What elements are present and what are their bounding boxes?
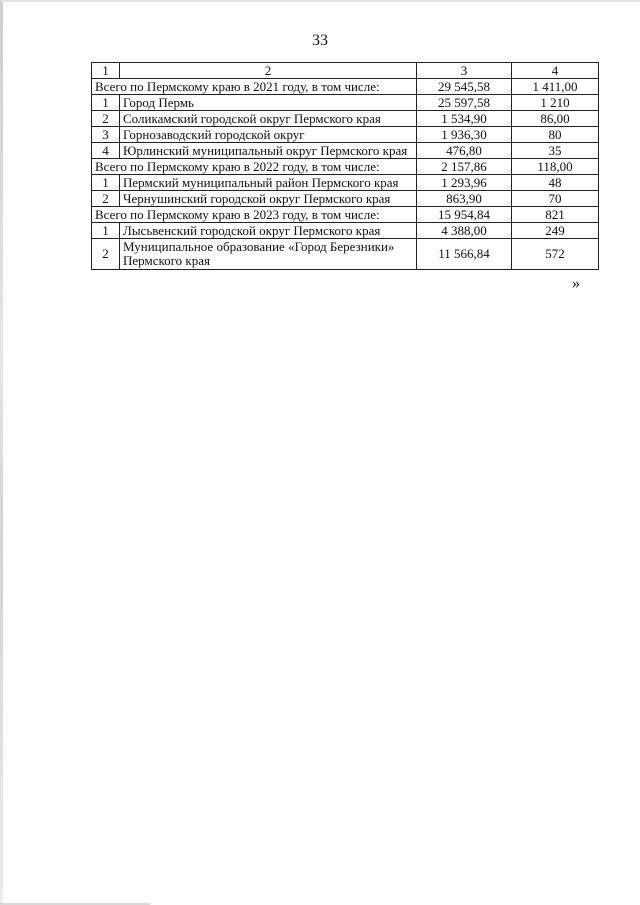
- row-value-4: 48: [512, 175, 599, 191]
- row-name: Чернушинский городской округ Пермского края: [120, 191, 417, 207]
- row-value-4: 80: [512, 127, 599, 143]
- row-value-3: 29 545,58: [417, 79, 512, 95]
- row-value-3: 15 954,84: [417, 207, 512, 223]
- row-value-3: 2 157,86: [417, 159, 512, 175]
- row-value-3: 476,80: [417, 143, 512, 159]
- table-row: [92, 175, 599, 191]
- row-value-3: 11 566,84: [417, 239, 512, 270]
- row-number: 2: [92, 239, 120, 270]
- row-value-4: 572: [512, 239, 599, 270]
- row-name: Муниципальное образование «Город Березники» Пермского края: [120, 239, 417, 270]
- table-row: [92, 111, 599, 127]
- row-number: 3: [92, 127, 120, 143]
- row-number: 1: [92, 175, 120, 191]
- total-label: Всего по Пермскому краю в 2021 году, в том числе:: [92, 79, 417, 95]
- row-name: Пермский муниципальный район Пермского края: [120, 175, 417, 191]
- header-col-1: 1: [92, 63, 120, 79]
- row-number: 2: [92, 111, 120, 127]
- table-row-total-2023: [92, 207, 599, 223]
- row-value-4: 1 411,00: [512, 79, 599, 95]
- row-value-4: 86,00: [512, 111, 599, 127]
- row-name: Лысьвенский городской округ Пермского края: [120, 223, 417, 239]
- header-col-3: 3: [417, 63, 512, 79]
- row-name: Юрлинский муниципальный округ Пермского края: [120, 143, 417, 159]
- row-value-4: 821: [512, 207, 599, 223]
- scan-edge-top: [0, 0, 640, 2]
- table-row-total-2022: [92, 159, 599, 175]
- row-name: Соликамский городской округ Пермского края: [120, 111, 417, 127]
- table-header-row: [92, 63, 599, 79]
- row-value-4: 118,00: [512, 159, 599, 175]
- row-number: 1: [92, 223, 120, 239]
- row-value-3: 25 597,58: [417, 95, 512, 111]
- row-value-3: 1 936,30: [417, 127, 512, 143]
- row-name: Город Пермь: [120, 95, 417, 111]
- row-value-4: 249: [512, 223, 599, 239]
- table-row: [92, 191, 599, 207]
- row-value-4: 35: [512, 143, 599, 159]
- table-row: [92, 239, 599, 270]
- scan-edge-left: [0, 0, 3, 905]
- total-label: Всего по Пермскому краю в 2023 году, в том числе:: [92, 207, 417, 223]
- report-table: [91, 62, 599, 270]
- row-value-3: 1 293,96: [417, 175, 512, 191]
- table-row: [92, 127, 599, 143]
- row-value-3: 863,90: [417, 191, 512, 207]
- table-row: [92, 95, 599, 111]
- row-value-3: 1 534,90: [417, 111, 512, 127]
- row-value-3: 4 388,00: [417, 223, 512, 239]
- total-label: Всего по Пермскому краю в 2022 году, в том числе:: [92, 159, 417, 175]
- page-number: 33: [312, 32, 328, 49]
- table-row-total-2021: [92, 79, 599, 95]
- row-number: 2: [92, 191, 120, 207]
- closing-quote-mark: »: [572, 275, 580, 292]
- table-row: [92, 223, 599, 239]
- row-value-4: 1 210: [512, 95, 599, 111]
- row-number: 1: [92, 95, 120, 111]
- header-col-2: 2: [120, 63, 417, 79]
- row-name: Горнозаводский городской округ: [120, 127, 417, 143]
- header-col-4: 4: [512, 63, 599, 79]
- table-row: [92, 143, 599, 159]
- row-value-4: 70: [512, 191, 599, 207]
- row-number: 4: [92, 143, 120, 159]
